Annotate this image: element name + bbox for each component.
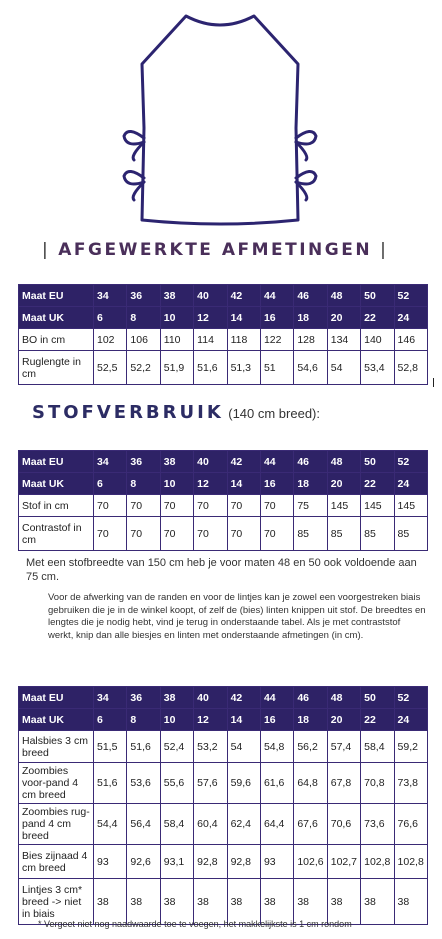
table-cell: 38 [94,879,127,925]
table-cell: 54,6 [294,351,327,385]
table-cell: 46 [294,285,327,307]
table-cell: 59,2 [394,731,427,763]
table-cell: 51,9 [160,351,193,385]
table-cell: 10 [160,307,193,329]
table-cell: 52,8 [394,351,427,385]
table-row [19,473,428,495]
table-cell: 54,4 [94,804,127,845]
row-label: Bies zijnaad 4 cm breed [19,845,94,879]
table-cell: 48 [327,451,360,473]
table-cell: 38 [127,879,160,925]
row-label: Maat EU [19,451,94,473]
table-cell: 70 [227,517,260,551]
fabric-width-note: Met een stofbreedte van 150 cm heb je voor maten 48 en 50 ook voldoende aan 75 cm. [26,557,417,583]
table-cell: 58,4 [160,804,193,845]
table-cell: 52,2 [127,351,160,385]
table-cell: 18 [294,307,327,329]
table-cell: 20 [327,307,360,329]
table-cell: 102 [94,329,127,351]
table-cell: 22 [361,307,394,329]
table-cell: 70 [194,517,227,551]
table-cell: 8 [127,307,160,329]
table-cell: 73,8 [394,763,427,804]
table-cell: 38 [160,451,193,473]
table-cell: 85 [327,517,360,551]
table-cell: 51,6 [194,351,227,385]
table-cell: 40 [194,687,227,709]
table-cell: 75 [294,495,327,517]
table-row [19,329,428,351]
table-cell: 14 [227,307,260,329]
table-cell: 93 [94,845,127,879]
row-label: Lintjes 3 cm* breed -> niet in biais [19,879,94,925]
table-cell: 64,8 [294,763,327,804]
table-cell: 52 [394,285,427,307]
table-cell: 106 [127,329,160,351]
bias-instructions: Voor de afwerking van de randen en voor de lintjes kan je zowel een voorgestreken biais gebruiken die je in de winkel koopt, of zelf de (bies) linten knippen uit stof. De breedtes en lengtes die je nodig hebt, vind je terug in onderstaande tabel. Als je met contraststof werkt, knip dan alle biesjes en linten met onderstaande afmetingen (in cm). [48,592,426,641]
footnote: * Vergeet niet nog naadwaarde toe te voegen, het makkelijkste is 1 cm rondom [38,919,352,929]
table-cell: 70 [94,517,127,551]
table-cell: 134 [327,329,360,351]
table-cell: 48 [327,285,360,307]
table-cell: 92,8 [227,845,260,879]
table-cell: 54,8 [260,731,293,763]
table-cell: 20 [327,709,360,731]
table-cell: 46 [294,687,327,709]
fabric-usage-heading: STOFVERBRUIK (140 cm breed): [32,402,320,423]
table-row [19,687,428,709]
table-cell: 54 [227,731,260,763]
table-cell: 10 [160,473,193,495]
table-cell: 6 [94,307,127,329]
table-cell: 59,6 [227,763,260,804]
table-cell: 145 [394,495,427,517]
table-row [19,731,428,763]
table-cell: 20 [327,473,360,495]
table-cell: 50 [361,451,394,473]
table-cell: 48 [327,687,360,709]
table-row [19,495,428,517]
row-label: Stof in cm [19,495,94,517]
table-cell: 6 [94,473,127,495]
table-cell: 38 [160,687,193,709]
table-cell: 50 [361,687,394,709]
table-cell: 102,8 [394,845,427,879]
finished-measurements-table [18,284,428,385]
fabric-usage-table [18,450,428,551]
table-cell: 52 [394,451,427,473]
table-cell: 22 [361,473,394,495]
row-label: Maat UK [19,709,94,731]
table-cell: 57,4 [327,731,360,763]
table-cell: 10 [160,709,193,731]
table-cell: 44 [260,687,293,709]
row-label: Maat UK [19,307,94,329]
table-cell: 16 [260,307,293,329]
table-cell: 62,4 [227,804,260,845]
table-cell: 8 [127,473,160,495]
table-cell: 76,6 [394,804,427,845]
table-cell: 38 [361,879,394,925]
table-cell: 34 [94,451,127,473]
table-cell: 52 [394,687,427,709]
row-label: Zoombies rug-pand 4 cm breed [19,804,94,845]
table-cell: 38 [327,879,360,925]
table-cell: 56,2 [294,731,327,763]
table-cell: 16 [260,709,293,731]
row-label: Zoombies voor-pand 4 cm breed [19,763,94,804]
table-cell: 24 [394,473,427,495]
table-row [19,517,428,551]
table-cell: 92,8 [194,845,227,879]
table-row [19,351,428,385]
table-cell: 93 [260,845,293,879]
table-cell: 36 [127,687,160,709]
table-cell: 14 [227,473,260,495]
table-cell: 53,6 [127,763,160,804]
table-cell: 70 [227,495,260,517]
row-label: Maat UK [19,473,94,495]
table-cell: 85 [294,517,327,551]
row-label: Maat EU [19,285,94,307]
top-garment-illustration [120,8,320,226]
finished-measurements-heading: | AFGEWERKTE AFMETINGEN | [42,240,389,260]
table-cell: 67,8 [327,763,360,804]
table-cell: 51,5 [94,731,127,763]
table-cell: 70,6 [327,804,360,845]
table-cell: 102,7 [327,845,360,879]
table-cell: 55,6 [160,763,193,804]
table-cell: 18 [294,709,327,731]
table-cell: 38 [394,879,427,925]
table-cell: 70 [260,495,293,517]
table-cell: 70 [127,517,160,551]
table-cell: 22 [361,709,394,731]
table-row [19,285,428,307]
table-cell: 38 [160,879,193,925]
table-cell: 85 [394,517,427,551]
table-cell: 145 [327,495,360,517]
table-cell: 42 [227,687,260,709]
table-cell: 70,8 [361,763,394,804]
table-cell: 70 [94,495,127,517]
table-cell: 38 [160,285,193,307]
table-cell: 18 [294,473,327,495]
row-label: Maat EU [19,687,94,709]
table-cell: 146 [394,329,427,351]
table-cell: 51,3 [227,351,260,385]
table-cell: 102,6 [294,845,327,879]
table-cell: 24 [394,709,427,731]
table-cell: 24 [394,307,427,329]
table-row [19,709,428,731]
table-cell: 40 [194,451,227,473]
table-cell: 50 [361,285,394,307]
table-cell: 70 [127,495,160,517]
table-cell: 92,6 [127,845,160,879]
table-cell: 122 [260,329,293,351]
table-cell: 46 [294,451,327,473]
table-cell: 12 [194,307,227,329]
table-cell: 73,6 [361,804,394,845]
table-row [19,845,428,879]
row-label: Ruglengte in cm [19,351,94,385]
table-row [19,451,428,473]
table-cell: 44 [260,285,293,307]
table-cell: 70 [160,495,193,517]
table-cell: 114 [194,329,227,351]
table-cell: 70 [194,495,227,517]
table-cell: 128 [294,329,327,351]
table-cell: 118 [227,329,260,351]
table-cell: 38 [294,879,327,925]
table-cell: 53,4 [361,351,394,385]
table-row [19,879,428,925]
divider-mark [433,378,434,387]
table-cell: 85 [361,517,394,551]
table-cell: 58,4 [361,731,394,763]
table-cell: 93,1 [160,845,193,879]
table-cell: 52,5 [94,351,127,385]
table-cell: 34 [94,285,127,307]
table-cell: 36 [127,285,160,307]
table-cell: 38 [227,879,260,925]
table-cell: 140 [361,329,394,351]
table-cell: 61,6 [260,763,293,804]
table-cell: 60,4 [194,804,227,845]
table-cell: 53,2 [194,731,227,763]
table-cell: 145 [361,495,394,517]
table-row [19,763,428,804]
table-row [19,804,428,845]
table-cell: 51,6 [127,731,160,763]
row-label: Halsbies 3 cm breed [19,731,94,763]
table-cell: 110 [160,329,193,351]
table-cell: 67,6 [294,804,327,845]
table-row [19,307,428,329]
table-cell: 102,8 [361,845,394,879]
table-cell: 51 [260,351,293,385]
row-label: BO in cm [19,329,94,351]
table-cell: 16 [260,473,293,495]
table-cell: 14 [227,709,260,731]
bias-measurements-table [18,686,428,925]
table-cell: 42 [227,285,260,307]
table-cell: 42 [227,451,260,473]
table-cell: 56,4 [127,804,160,845]
table-cell: 40 [194,285,227,307]
table-cell: 34 [94,687,127,709]
table-cell: 36 [127,451,160,473]
table-cell: 54 [327,351,360,385]
table-cell: 38 [260,879,293,925]
table-cell: 52,4 [160,731,193,763]
table-cell: 38 [194,879,227,925]
table-cell: 12 [194,709,227,731]
table-cell: 64,4 [260,804,293,845]
table-cell: 70 [260,517,293,551]
table-cell: 57,6 [194,763,227,804]
table-cell: 51,6 [94,763,127,804]
table-cell: 6 [94,709,127,731]
table-cell: 8 [127,709,160,731]
table-cell: 44 [260,451,293,473]
row-label: Contrastof in cm [19,517,94,551]
table-cell: 70 [160,517,193,551]
table-cell: 12 [194,473,227,495]
